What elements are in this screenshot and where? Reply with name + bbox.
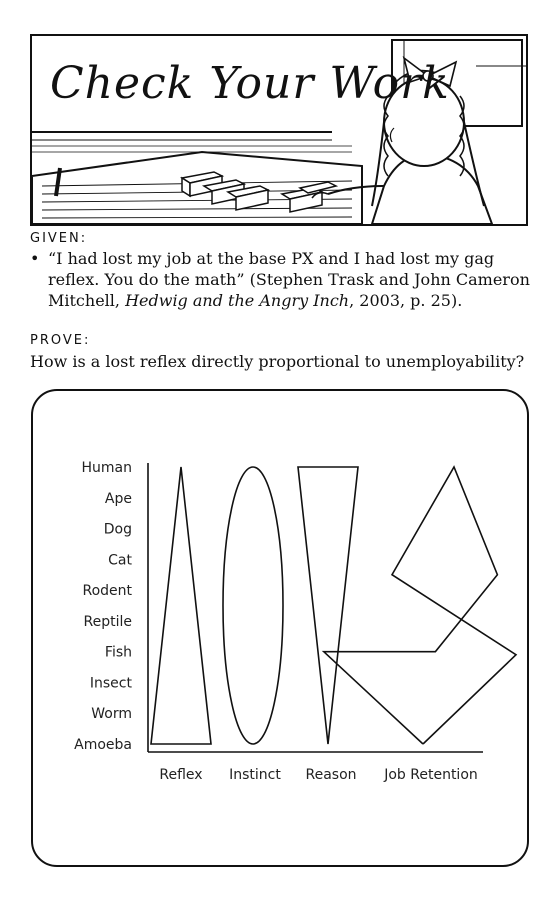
y-tick-label: Cat [108, 552, 132, 569]
y-tick-label: Human [81, 460, 132, 476]
shape-reason [298, 467, 358, 744]
quote-text: “I had lost my job at the base PX and I had lost my gag reflex. You do the math” (Stephen Trask and John Cameron Mitchell, [48, 249, 530, 310]
y-tick-label: Insect [89, 675, 132, 692]
chart-frame [31, 389, 529, 867]
shape-job-retention [324, 467, 516, 744]
y-tick-label: Ape [104, 490, 132, 507]
work-title: Hedwig and the Angry Inch [125, 291, 350, 310]
bullet: • [30, 249, 40, 268]
illustration-title: Check Your Work [50, 58, 450, 109]
prove-question: How is a lost reflex directly proportional to unemployability? [30, 352, 525, 371]
x-tick-label: Reason [305, 767, 357, 783]
y-tick-label: Reptile [83, 613, 132, 630]
y-tick-label: Rodent [82, 583, 132, 600]
shape-instinct [223, 467, 283, 744]
prove-label: PROVE: [30, 333, 91, 348]
y-tick-label: Amoeba [74, 737, 132, 753]
x-tick-label: Reflex [159, 767, 203, 783]
given-label: GIVEN: [30, 231, 88, 246]
y-tick-label: Worm [91, 706, 132, 723]
x-tick-label: Job Retention [384, 767, 478, 783]
x-tick-label: Instinct [229, 767, 281, 783]
chart [33, 391, 527, 865]
given-quote [30, 248, 530, 311]
header-illustration [30, 34, 528, 226]
y-tick-label: Dog [103, 521, 132, 538]
y-tick-label: Fish [104, 644, 132, 661]
shape-reflex [151, 467, 211, 744]
citation-end: , 2003, p. 25). [349, 291, 463, 310]
